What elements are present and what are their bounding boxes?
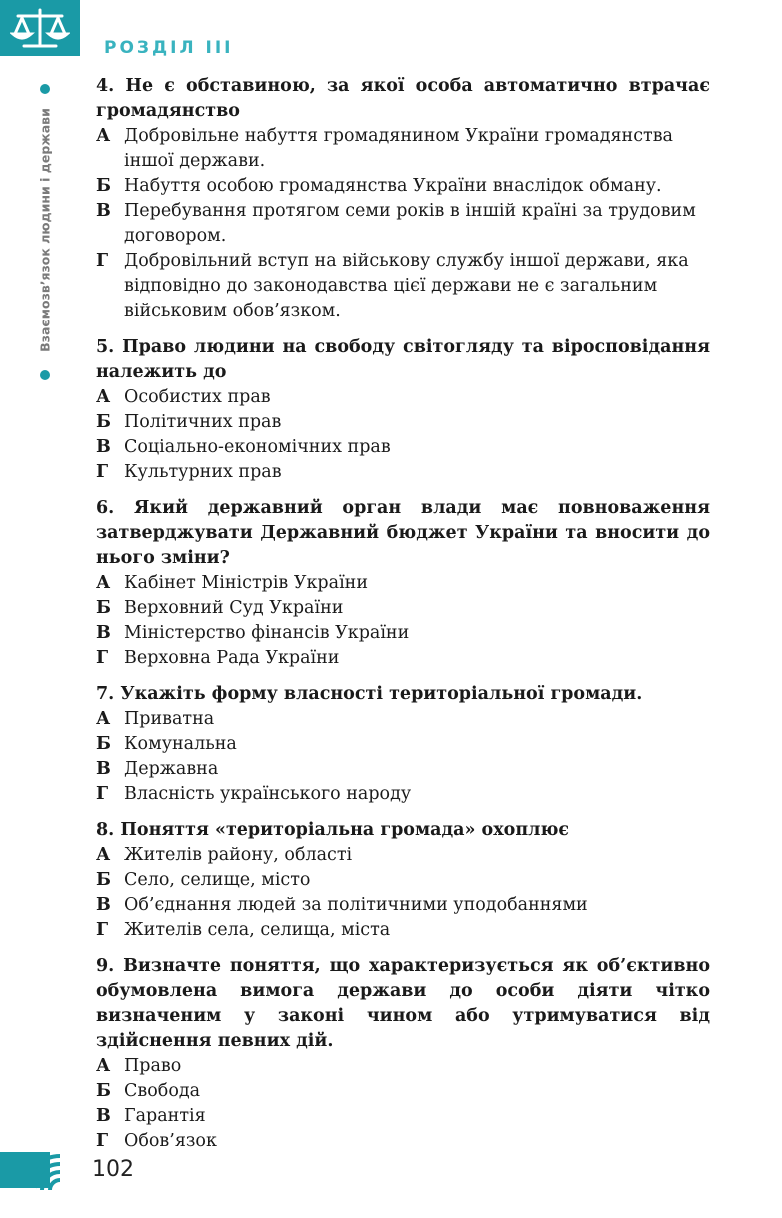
option-letter: Б xyxy=(96,598,111,618)
option-letter: Г xyxy=(96,462,109,482)
option-text: Об’єднання людей за політичними уподобаннями xyxy=(124,895,588,915)
option-letter: В xyxy=(96,437,111,457)
option-text: Міністерство фінансів України xyxy=(124,623,410,643)
section-title: РОЗДІЛ ІІІ xyxy=(104,38,234,58)
option-text: Державна xyxy=(124,759,219,779)
question-9 xyxy=(96,954,710,1154)
option-letter: Б xyxy=(96,734,111,754)
question-title xyxy=(96,682,710,707)
question-number: 4. xyxy=(96,76,115,96)
option-letter: А xyxy=(96,845,111,865)
answer-option xyxy=(96,596,710,621)
option-text: Перебування протягом семи років в іншій країні за трудовим договором. xyxy=(124,201,696,246)
question-number: 6. xyxy=(96,498,115,518)
option-letter: В xyxy=(96,759,111,779)
answer-option xyxy=(96,868,710,893)
option-letter: Г xyxy=(96,251,109,271)
option-text: Жителів села, селища, міста xyxy=(124,920,391,940)
option-text: Добровільне набуття громадянином України громадянства іншої держави. xyxy=(124,126,673,171)
question-text: Не є обставиною, за якої особа автоматично втрачає громадянство xyxy=(96,76,710,121)
question-title xyxy=(96,818,710,843)
option-text: Соціально-економічних прав xyxy=(124,437,391,457)
questions-list xyxy=(96,74,710,1165)
option-letter: В xyxy=(96,623,111,643)
signal-arcs-icon xyxy=(36,1150,82,1190)
answer-option xyxy=(96,843,710,868)
option-text: Набуття особою громадянства України внаслідок обману. xyxy=(124,176,662,196)
question-number: 8. xyxy=(96,820,115,840)
answer-option xyxy=(96,782,710,807)
answer-option xyxy=(96,1129,710,1154)
answer-option xyxy=(96,199,710,249)
answer-option xyxy=(96,707,710,732)
answer-option xyxy=(96,757,710,782)
option-letter: А xyxy=(96,1056,111,1076)
answer-option xyxy=(96,893,710,918)
answer-option xyxy=(96,410,710,435)
question-text: Укажіть форму власності територіальної громади. xyxy=(120,684,643,704)
option-letter: Г xyxy=(96,784,109,804)
question-5 xyxy=(96,335,710,485)
question-text: Право людини на свободу світогляду та віросповідання належить до xyxy=(96,337,710,382)
sidebar-dot-icon xyxy=(40,84,50,94)
answer-option xyxy=(96,732,710,757)
answer-option xyxy=(96,1104,710,1129)
question-4 xyxy=(96,74,710,324)
option-text: Верховний Суд України xyxy=(124,598,344,618)
question-6 xyxy=(96,496,710,671)
question-number: 9. xyxy=(96,956,115,976)
answer-option xyxy=(96,571,710,596)
answer-option xyxy=(96,1054,710,1079)
answer-option xyxy=(96,918,710,943)
option-text: Гарантія xyxy=(124,1106,206,1126)
option-letter: В xyxy=(96,895,111,915)
question-number: 7. xyxy=(96,684,115,704)
option-letter: А xyxy=(96,573,111,593)
answer-option xyxy=(96,1079,710,1104)
option-letter: Б xyxy=(96,870,111,890)
question-title xyxy=(96,335,710,385)
option-letter: Б xyxy=(96,1081,111,1101)
question-text: Визначте поняття, що характеризується як об’єктивно обумовлена вимога держави до особи діяти чітко визначеним у законі чином або утримуватися від здійснення певних дій. xyxy=(96,956,710,1051)
option-letter: Б xyxy=(96,412,111,432)
question-title xyxy=(96,74,710,124)
answer-option xyxy=(96,174,710,199)
sidebar-dot-icon xyxy=(40,370,50,380)
question-number: 5. xyxy=(96,337,115,357)
option-letter: А xyxy=(96,387,111,407)
option-letter: Г xyxy=(96,648,109,668)
option-text: Право xyxy=(124,1056,182,1076)
answer-option xyxy=(96,385,710,410)
option-letter: Б xyxy=(96,176,111,196)
option-text: Добровільний вступ на військову службу іншої держави, яка відповідно до законодавства цієї держави не є загальним військовим обов’язком. xyxy=(124,251,689,321)
option-text: Обов’язок xyxy=(124,1131,217,1151)
answer-option xyxy=(96,435,710,460)
option-letter: А xyxy=(96,126,111,146)
option-text: Свобода xyxy=(124,1081,201,1101)
answer-option xyxy=(96,124,710,174)
option-letter: В xyxy=(96,1106,111,1126)
question-7 xyxy=(96,682,710,807)
option-text: Політичних прав xyxy=(124,412,282,432)
answer-option xyxy=(96,249,710,324)
option-letter: В xyxy=(96,201,111,221)
sidebar xyxy=(30,80,60,380)
answer-option xyxy=(96,646,710,671)
option-text: Власність українського народу xyxy=(124,784,412,804)
option-letter: Г xyxy=(96,920,109,940)
option-letter: Г xyxy=(96,1131,109,1151)
option-text: Кабінет Міністрів України xyxy=(124,573,368,593)
question-text: Який державний орган влади має повноваження затверджувати Державний бюджет України та вносити до нього зміни? xyxy=(96,498,710,568)
scales-of-justice-icon xyxy=(10,6,70,52)
option-text: Село, селище, місто xyxy=(124,870,311,890)
option-text: Жителів району, області xyxy=(124,845,353,865)
option-text: Особистих прав xyxy=(124,387,271,407)
answer-option xyxy=(96,460,710,485)
option-text: Комунальна xyxy=(124,734,237,754)
question-text: Поняття «територіальна громада» охоплює xyxy=(120,820,570,840)
answer-option xyxy=(96,621,710,646)
option-text: Приватна xyxy=(124,709,215,729)
question-8 xyxy=(96,818,710,943)
option-text: Культурних прав xyxy=(124,462,282,482)
question-title xyxy=(96,496,710,571)
option-letter: А xyxy=(96,709,111,729)
option-text: Верховна Рада України xyxy=(124,648,340,668)
sidebar-vertical-text: Взаємозв’язок людини і держави xyxy=(37,108,53,352)
section-logo xyxy=(0,0,80,56)
question-title xyxy=(96,954,710,1054)
page-number: 102 xyxy=(92,1157,134,1182)
